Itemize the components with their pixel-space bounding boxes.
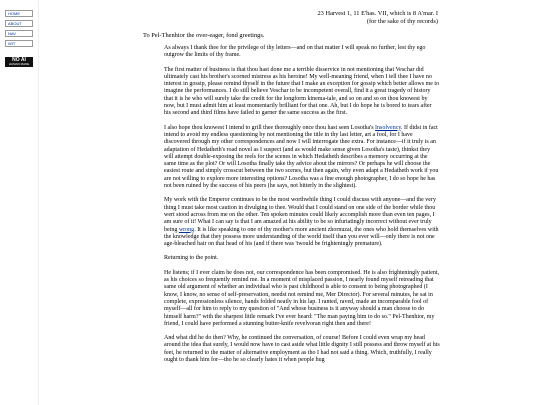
nav-about-button[interactable]: ABOUT: [5, 20, 33, 27]
badge-subtitle: HUMAN MADE: [8, 62, 30, 66]
letter-body: [164, 45, 440, 371]
badge-title: NO AI: [12, 57, 26, 63]
salutation: To Pel-Thenhior the over-eager, fond greetings.: [143, 32, 265, 39]
nav-nav-button[interactable]: NAV: [5, 30, 33, 37]
paragraph: He listens; if I ever claim he does not, our correspondence has been compromised. He is also frighteningly patient, as his choices so frequently remind me. In a moment of misplaced passion, I nearly found myself retreading that same old argument of whether an individual who is past childhood is able to consent to being photographed (I know, I know, no sense of self-preservation, needst not remind me, Mer Director). For several minutes, he sat in complete, expressionless silence, hands folded neatly in his lap. I ranted, raved, made an incomparable fool of myself—all for him to reply to my question of "And whose business is it anyway should a man choose to do himself harm?" with the sharpest little remark I've ever heard: "The man paying him to do so." Pel-Thenhior, my friend, I could have performed a stunning butter-knife revelvoran right then and there!: [164, 269, 440, 327]
letter-dateline: [317, 10, 438, 26]
nav-home-button[interactable]: HOME: [5, 10, 33, 17]
date-note: (for the sake of thy records): [366, 18, 438, 25]
paragraph: As always I thank thee for the privilege of thy letters—and on that matter I will speak no further, lest thy ego outgrow the limits of thy frame.: [164, 45, 426, 59]
text-span: My work with the Emperor continues to be the most worthwhile thing I could discuss with anyone—and the very thing I must take most caution in divulging to thee. Would that I could stand on one side of the border while thou wert stood across from me on the other. Ten spoken minutes could likely accomplish more than even ten pages, I am sure of it! What I can say is that I am amazed at his ability to be so infuriatingly incorrect without ever truly being: [164, 197, 436, 233]
paragraph: And what did he do then? Why, he continued the conversation, of course! Before I could even wrap my head around the idea that surely, I would now have to cast aside what little dignity I still possess and throw myself at his feet, he returned to the matter of alternative employment as tho I had not said a thing. Which, truthfully, I really ought to thank him for—tho he so clearly hates it when people hug: [164, 335, 440, 363]
paragraph: The first matter of business is that thou hast done me a terrible disservice in not mentioning that Veschar did ultimately cast his brother's scorned mistress as his heroine! My well-meaning friend, when I tell thee I have no interest in gossip, please remind thyself in the future that I make an exception for gossip which better allows me to imagine the performances. I do still believe Veschar to be incompetent overall, find it a great tragedy of history that it is he who will surely take the credit for the longform kinema-tale, and so on and so on thou knowest by now, but I must admit him at least momentarily brilliant for that one. Ah, but I do hope he is bored to tears after his second and third films have failed to garner the same success as the first.: [164, 66, 440, 117]
date-line: 23 Harvest 1, 11 E'has. VII, which is 8 A'mar. I: [317, 10, 438, 17]
text-span: . If didst in fact intend to avoid my endless questioning by not mentioning the title in thy last letter, art a fool, for I have discovered through my other correspondences and now I will interrogate thee extra. For instance—if it truly is an adaptation of Hedatheth's road novel as I suspect (and as would make sense given Losotha's taste), thinkst they will attempt double-exposing the reels for the scenes in which Hedatheth describes a memory occurring at the same time as the plot? Or will Losotha finally take thy advice about the mirrors? Or perhaps he will choose the easiest route and simply crosscut between the two scenes, but then again, why even adapt a Hedatheth work if you are not willing to explore more interesting options? Losotha was a fine enough photographer, I do so hope he has not been ruined by the success of his peers (he says, not bitterly in the slightest).: [164, 124, 439, 190]
paragraph: [164, 125, 440, 191]
wrong-link[interactable]: wrong: [178, 226, 195, 233]
insolvency-link[interactable]: Insolvency: [375, 124, 401, 131]
paragraph: [164, 197, 440, 248]
paragraph: Returning to the point.: [164, 255, 219, 262]
text-span: I also hope thou knowest I intend to grill thee thoroughly once thou hast seen Losotha's: [164, 124, 376, 131]
nav-wit-button[interactable]: WIT: [5, 40, 33, 47]
text-span: . It is like speaking to one of thy mother's more ancient zhornuzai, the ones who hold themselves with the knowledge that they possess more understanding of the world itself than you ever will—only there is not one age-bleached hair on that head of his (and if there was 'twould be frighteningly premature).: [164, 226, 439, 248]
